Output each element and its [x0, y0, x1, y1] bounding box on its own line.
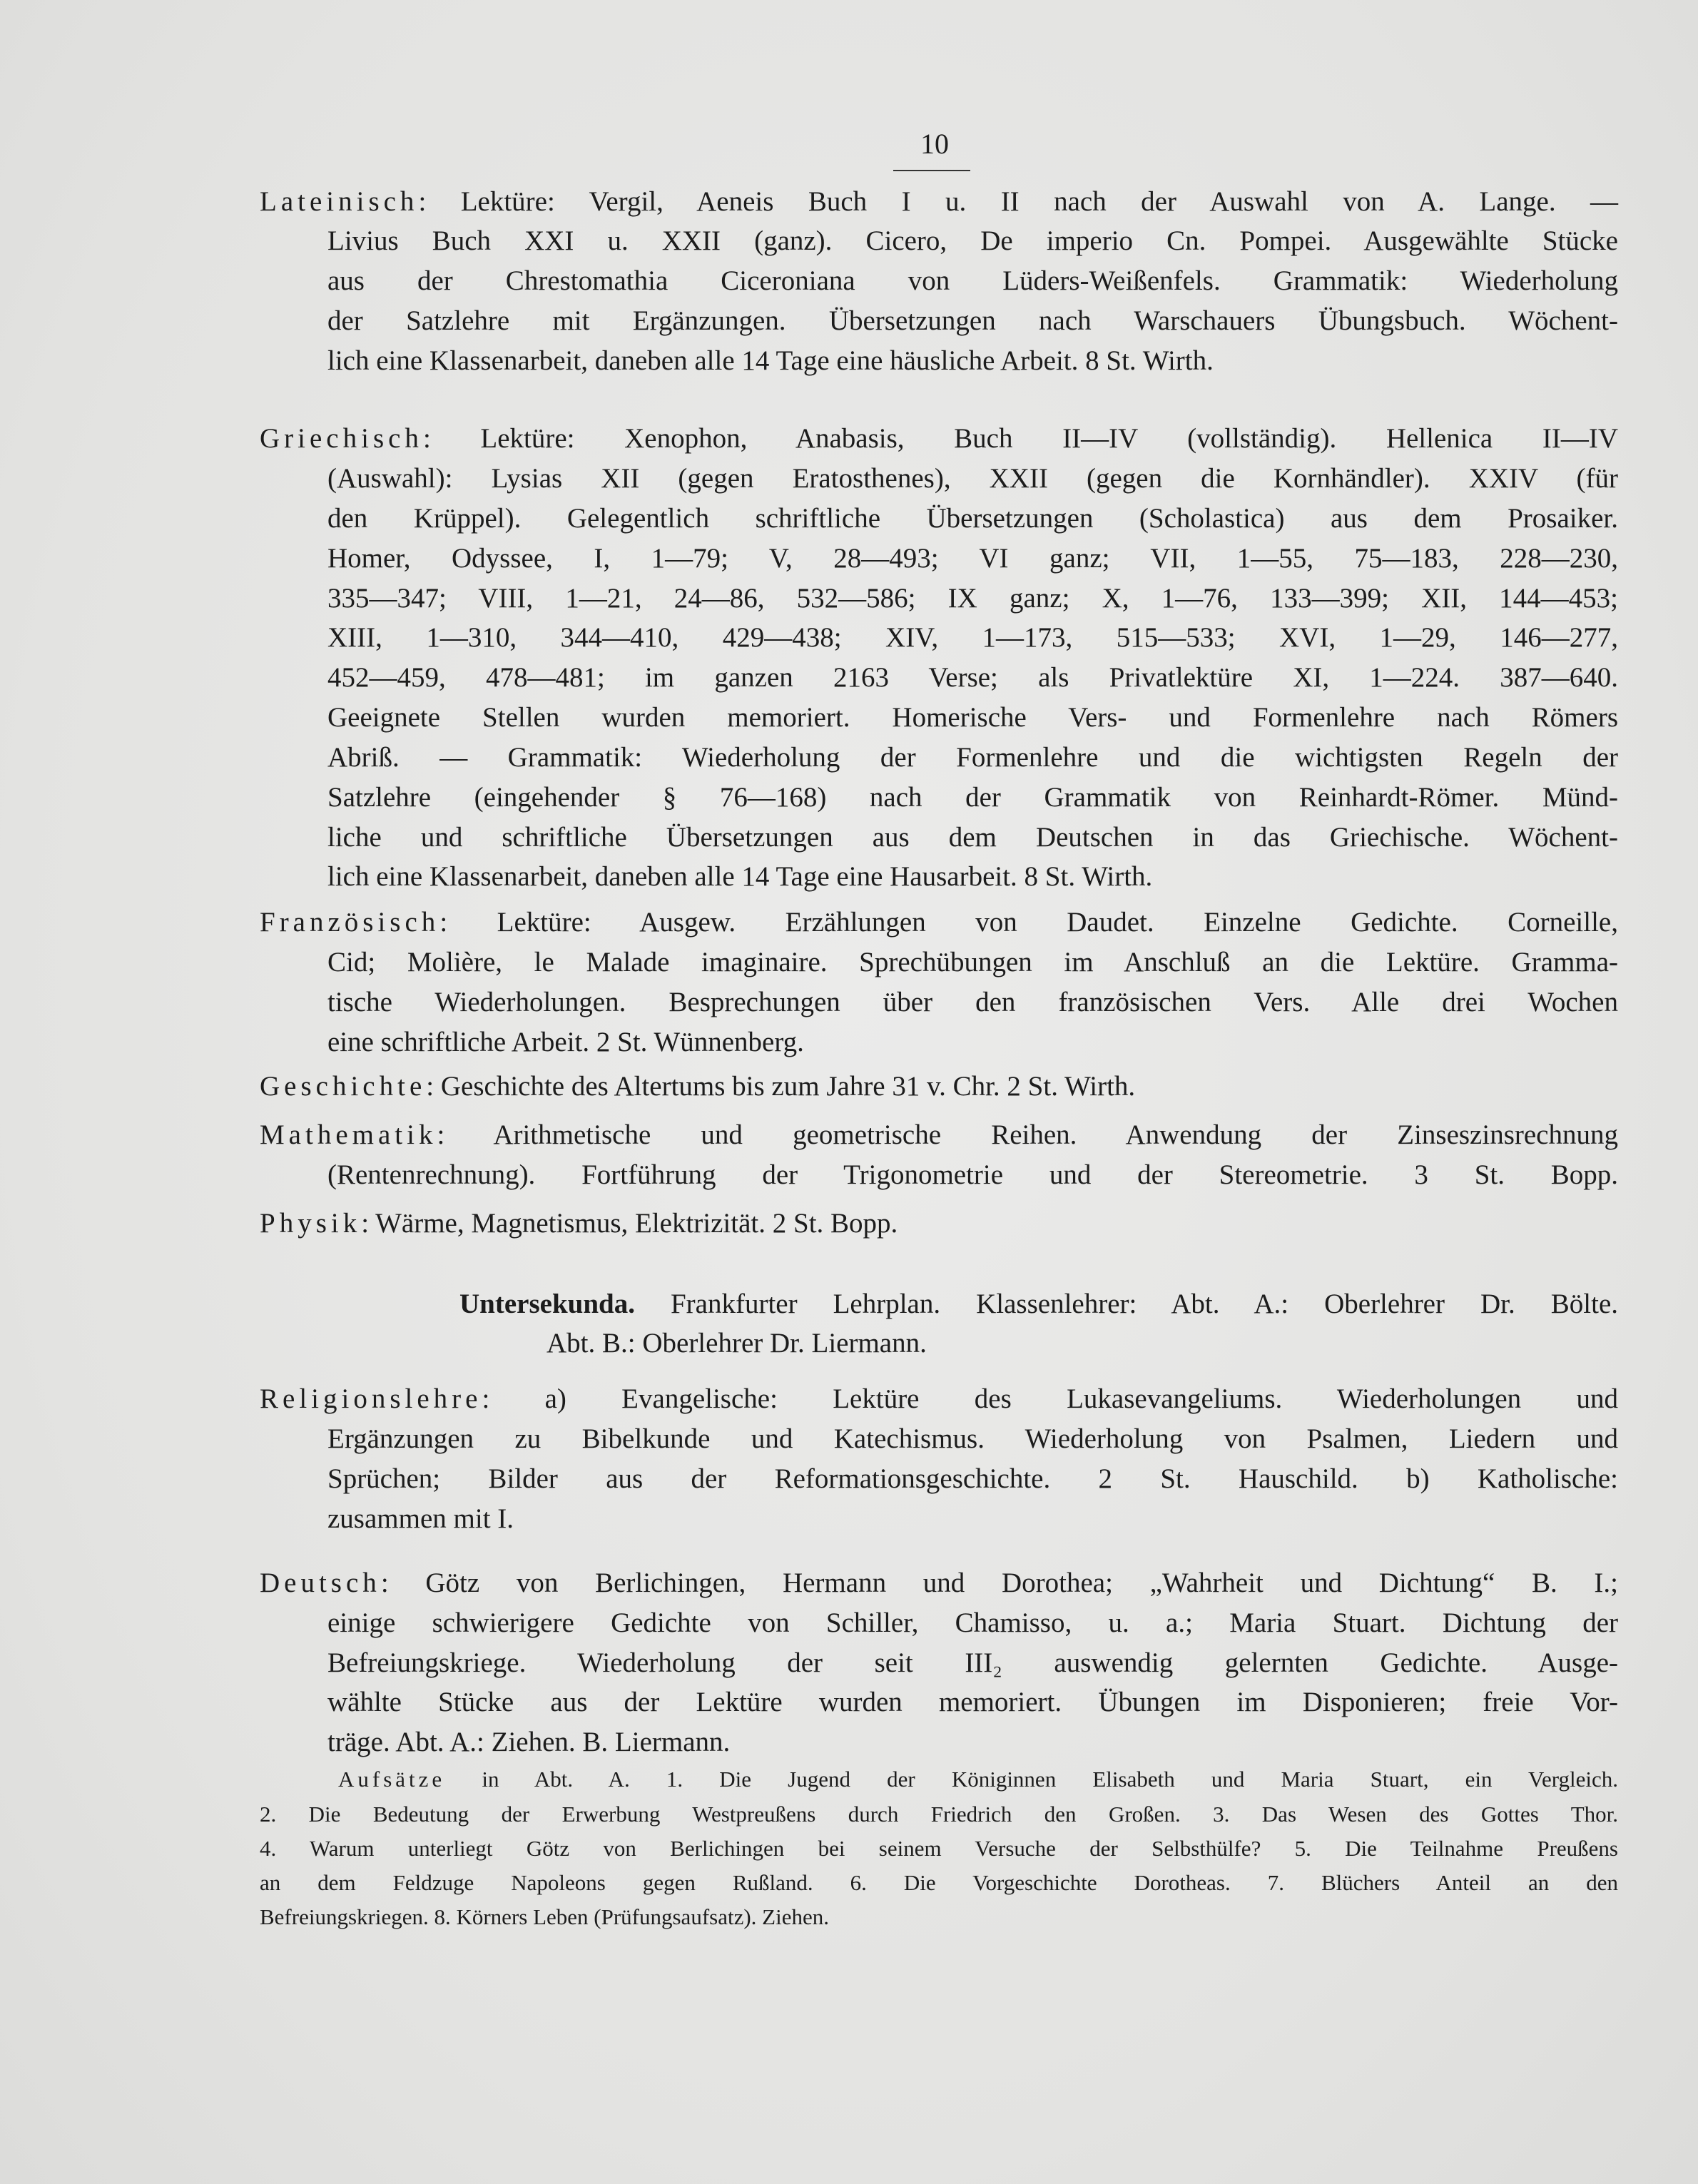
section-line: tische Wiederholungen. Besprechungen über den französischen Vers. Alle drei Wochen — [327, 987, 1618, 1017]
essay-line: Aufsätze in Abt. A. 1. Die Jugend der Königinnen Elisabeth und Maria Stuart, ein Vergleich. — [338, 1767, 1619, 1792]
section-line: aus der Chrestomathia Ciceroniana von Lüders-Weißenfels. Grammatik: Wiederholung — [327, 265, 1618, 296]
essay-line: an dem Feldzuge Napoleons gegen Rußland. 6. Die Vorgeschichte Dorotheas. 7. Blüchers Anteil an den — [260, 1870, 1618, 1895]
section-line: Griechisch: Lektüre: Xenophon, Anabasis, Buch II—IV (vollständig). Hellenica II—IV — [260, 423, 1618, 454]
section-term: Religionslehre — [260, 1383, 482, 1414]
section-line: Homer, Odyssee, I, 1—79; V, 28—493; VI ganz; VII, 1—55, 75—183, 228—230, — [327, 543, 1618, 574]
section-term: Lateinisch — [260, 186, 419, 217]
section-line: einige schwierigere Gedichte von Schiller, Chamisso, u. a.; Maria Stuart. Dichtung der — [327, 1607, 1618, 1638]
section-line: Französisch: Lektüre: Ausgew. Erzählungen von Daudet. Einzelne Gedichte. Corneille, — [260, 907, 1618, 938]
essay-line: Befreiungskriegen. 8. Körners Leben (Prüfungsaufsatz). Ziehen. — [260, 1904, 829, 1929]
section-line: liche und schriftliche Übersetzungen aus dem Deutschen in das Griechische. Wöchent- — [327, 822, 1618, 853]
section-line: 335—347; VIII, 1—21, 24—86, 532—586; IX ganz; X, 1—76, 133—399; XII, 144—453; — [327, 583, 1618, 614]
section-term: Mathematik — [260, 1119, 437, 1150]
section-line: Cid; Molière, le Malade imaginaire. Sprechübungen im Anschluß an die Lektüre. Gramma- — [327, 947, 1618, 977]
section-term: Physik — [260, 1208, 362, 1239]
section-term: Griechisch — [260, 423, 423, 454]
section-line: Geschichte: Geschichte des Altertums bis zum Jahre 31 v. Chr. 2 St. Wirth. — [260, 1071, 1136, 1102]
section-line: (Auswahl): Lysias XII (gegen Eratosthenes), XXII (gegen die Kornhändler). XXIV (für — [327, 463, 1618, 494]
section-line: Befreiungskriege. Wiederholung der seit III₂ auswendig gelernten Gedichte. Ausge- — [327, 1647, 1618, 1678]
section-term: Geschichte — [260, 1071, 427, 1102]
section-line: Ergänzungen zu Bibelkunde und Katechismus. Wiederholung von Psalmen, Liedern und — [327, 1423, 1618, 1454]
class-heading-line: Untersekunda. Frankfurter Lehrplan. Klassenlehrer: Abt. A.: Oberlehrer Dr. Bölte. — [459, 1289, 1618, 1319]
section-line: den Krüppel). Gelegentlich schriftliche Übersetzungen (Scholastica) aus dem Prosaiker. — [327, 503, 1618, 534]
section-line: Lateinisch: Lektüre: Vergil, Aeneis Buch I u. II nach der Auswahl von A. Lange. — — [260, 186, 1618, 217]
section-line: der Satzlehre mit Ergänzungen. Übersetzungen nach Warschauers Übungsbuch. Wöchent- — [327, 305, 1618, 336]
section-line: träge. Abt. A.: Ziehen. B. Liermann. — [327, 1727, 731, 1757]
section-line: Deutsch: Götz von Berlichingen, Hermann und Dorothea; „Wahrheit und Dichtung“ B. I.; — [260, 1568, 1618, 1598]
section-line: Geeignete Stellen wurden memoriert. Homerische Vers- und Formenlehre nach Römers — [327, 702, 1618, 733]
section-line: Physik: Wärme, Magnetismus, Elektrizität. 2 St. Bopp. — [260, 1208, 898, 1239]
class-heading-line: Abt. B.: Oberlehrer Dr. Liermann. — [546, 1328, 927, 1358]
section-term: Aufsätze — [338, 1767, 446, 1792]
section-line: Religionslehre: a) Evangelische: Lektüre des Lukasevangeliums. Wiederholungen und — [260, 1383, 1618, 1414]
section-line: Livius Buch XXI u. XXII (ganz). Cicero, De imperio Cn. Pompei. Ausgewählte Stücke — [327, 225, 1618, 256]
page-number-rule — [893, 170, 970, 171]
section-line: wählte Stücke aus der Lektüre wurden memoriert. Übungen im Disponieren; freie Vor- — [327, 1687, 1618, 1717]
section-line: zusammen mit I. — [327, 1503, 514, 1534]
section-line: lich eine Klassenarbeit, daneben alle 14 Tage eine häusliche Arbeit. 8 St. Wirth. — [327, 345, 1214, 376]
section-line: 452—459, 478—481; im ganzen 2163 Verse; als Privatlektüre XI, 1—224. 387—640. — [327, 662, 1618, 693]
section-line: Sprüchen; Bilder aus der Reformationsgeschichte. 2 St. Hauschild. b) Katholische: — [327, 1463, 1618, 1494]
section-line: XIII, 1—310, 344—410, 429—438; XIV, 1—173, 515—533; XVI, 1—29, 146—277, — [327, 622, 1618, 653]
section-term: Französisch — [260, 907, 440, 938]
essay-line: 2. Die Bedeutung der Erwerbung Westpreußens durch Friedrich den Großen. 3. Das Wesen des Gottes Thor. — [260, 1802, 1618, 1827]
essay-line: 4. Warum unterliegt Götz von Berlichingen bei seinem Versuche der Selbsthülfe? 5. Die Teilnahme Preußens — [260, 1836, 1618, 1861]
section-line: Mathematik: Arithmetische und geometrische Reihen. Anwendung der Zinseszinsrechnung — [260, 1119, 1618, 1150]
page-number: 10 — [920, 128, 949, 160]
section-line: eine schriftliche Arbeit. 2 St. Wünnenberg. — [327, 1027, 804, 1057]
section-line: Abriß. — Grammatik: Wiederholung der Formenlehre und die wichtigsten Regeln der — [327, 742, 1618, 773]
section-term: Deutsch — [260, 1568, 381, 1598]
section-line: Satzlehre (eingehender § 76—168) nach der Grammatik von Reinhardt-Römer. Münd- — [327, 782, 1618, 813]
section-line: (Rentenrechnung). Fortführung der Trigonometrie und der Stereometrie. 3 St. Bopp. — [327, 1159, 1618, 1190]
class-title: Untersekunda. — [459, 1289, 635, 1319]
section-line: lich eine Klassenarbeit, daneben alle 14 Tage eine Hausarbeit. 8 St. Wirth. — [327, 861, 1153, 892]
